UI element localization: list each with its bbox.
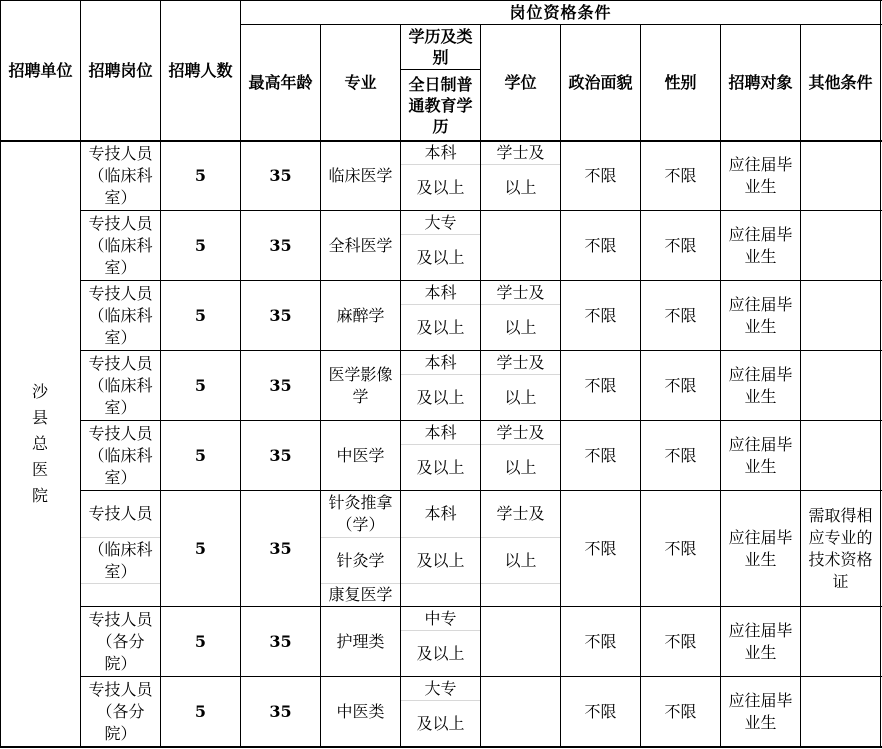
cell-edu-level: 本科 xyxy=(424,422,457,442)
cell-other xyxy=(801,351,880,420)
cell-degree-level: 学士及 xyxy=(496,143,545,162)
cell-political: 不限 xyxy=(584,631,617,651)
cell-count: 5 xyxy=(194,445,207,465)
cell-gender: 不限 xyxy=(664,445,697,465)
cell-count: 5 xyxy=(194,701,207,721)
cell-other xyxy=(801,607,880,676)
cell-other xyxy=(801,142,880,210)
cell-target: 应往届毕业生 xyxy=(728,224,793,266)
grid-line xyxy=(0,746,882,748)
cell-political: 不限 xyxy=(584,166,617,185)
header-major: 专业 xyxy=(344,73,377,92)
unit-name: 沙县总医院 xyxy=(31,382,48,505)
cell-target: 应往届毕业生 xyxy=(728,434,793,476)
header-target: 招聘对象 xyxy=(728,73,793,92)
cell-major-line2: 针灸学 xyxy=(336,550,385,570)
cell-degree-level xyxy=(481,677,560,700)
cell-target: 应往届毕业生 xyxy=(728,690,793,732)
cell-max-age: 35 xyxy=(269,235,292,255)
header-degree: 学位 xyxy=(504,73,537,92)
header-other: 其他条件 xyxy=(808,73,873,92)
cell-position: 专技人员（临床科室） xyxy=(88,283,153,347)
cell-edu-suffix: 及以上 xyxy=(416,457,465,477)
cell-political: 不限 xyxy=(584,701,617,721)
inner-grid-line xyxy=(81,583,160,584)
cell-other xyxy=(801,211,880,280)
header-count: 招聘人数 xyxy=(168,61,233,80)
header-unit: 招聘单位 xyxy=(8,61,73,80)
cell-gender: 不限 xyxy=(664,375,697,395)
cell-political: 不限 xyxy=(584,235,617,255)
header-position: 招聘岗位 xyxy=(88,61,153,80)
cell-max-age: 35 xyxy=(269,538,292,558)
cell-position: 专技人员（临床科室） xyxy=(88,353,153,417)
cell-other xyxy=(801,677,880,746)
cell-count: 5 xyxy=(194,375,207,395)
cell-degree-level: 学士及 xyxy=(496,422,545,442)
cell-edu-level: 本科 xyxy=(424,504,457,523)
cell-political: 不限 xyxy=(584,305,617,325)
cell-gender: 不限 xyxy=(664,305,697,325)
cell-max-age: 35 xyxy=(269,445,292,465)
inner-grid-line xyxy=(481,583,560,584)
cell-degree-level xyxy=(481,607,560,630)
cell-max-age: 35 xyxy=(269,701,292,721)
cell-political: 不限 xyxy=(584,538,617,558)
cell-count: 5 xyxy=(194,235,207,255)
cell-position: 专技人员（各分院） xyxy=(88,679,153,743)
cell-degree-suffix xyxy=(481,631,560,676)
cell-max-age: 35 xyxy=(269,631,292,651)
cell-degree-level xyxy=(481,211,560,234)
cell-degree-suffix xyxy=(481,235,560,280)
cell-degree-level: 学士及 xyxy=(496,504,545,523)
cell-position-line2: （临床科室） xyxy=(88,539,153,581)
cell-political: 不限 xyxy=(584,375,617,395)
cell-gender: 不限 xyxy=(664,701,697,721)
cell-degree-suffix: 以上 xyxy=(504,387,537,407)
cell-major: 临床医学 xyxy=(328,166,393,185)
cell-edu-level: 大专 xyxy=(424,212,457,232)
cell-edu-suffix: 及以上 xyxy=(416,713,465,733)
cell-gender: 不限 xyxy=(664,235,697,255)
cell-target: 应往届毕业生 xyxy=(728,527,793,569)
cell-target: 应往届毕业生 xyxy=(728,155,793,196)
cell-position: 专技人员（临床科室） xyxy=(88,423,153,487)
cell-edu-level: 本科 xyxy=(424,143,457,162)
cell-edu-suffix: 及以上 xyxy=(416,550,465,570)
cell-other xyxy=(801,281,880,350)
cell-degree-suffix: 以上 xyxy=(504,550,537,570)
grid-line xyxy=(880,0,881,748)
cell-edu-level: 本科 xyxy=(424,352,457,372)
cell-major-line3: 康复医学 xyxy=(328,585,393,604)
header-gender: 性别 xyxy=(664,73,697,92)
cell-edu-suffix: 及以上 xyxy=(416,643,465,663)
cell-major: 护理类 xyxy=(336,631,385,651)
cell-degree-level: 学士及 xyxy=(496,352,545,372)
cell-position: 专技人员（各分院） xyxy=(88,609,153,673)
cell-major: 中医类 xyxy=(336,701,385,721)
cell-degree-level: 学士及 xyxy=(496,282,545,302)
cell-gender: 不限 xyxy=(664,538,697,558)
cell-gender: 不限 xyxy=(664,631,697,651)
cell-edu-suffix: 及以上 xyxy=(416,177,465,197)
header-political-status: 政治面貌 xyxy=(568,73,633,92)
cell-target: 应往届毕业生 xyxy=(728,620,793,662)
header-max-age: 最高年龄 xyxy=(248,73,313,92)
cell-max-age: 35 xyxy=(269,166,292,185)
cell-other xyxy=(801,421,880,490)
cell-other: 需取得相应专业的技术资格证 xyxy=(808,505,873,591)
cell-count: 5 xyxy=(194,538,207,558)
cell-gender: 不限 xyxy=(664,166,697,185)
cell-edu-suffix: 及以上 xyxy=(416,317,465,337)
cell-count: 5 xyxy=(194,631,207,651)
cell-major: 医学影像学 xyxy=(328,364,393,406)
header-education-type: 全日制普通教育学历 xyxy=(408,74,473,136)
cell-edu-level: 本科 xyxy=(424,282,457,302)
cell-edu-level: 中专 xyxy=(424,608,457,628)
cell-edu-suffix: 及以上 xyxy=(416,247,465,267)
cell-max-age: 35 xyxy=(269,375,292,395)
cell-position-line1: 专技人员 xyxy=(88,504,153,523)
cell-major: 麻醉学 xyxy=(336,305,385,325)
cell-edu-suffix: 及以上 xyxy=(416,387,465,407)
cell-degree-suffix: 以上 xyxy=(504,457,537,477)
cell-major-line1: 针灸推拿（学） xyxy=(328,493,393,534)
header-qualification-group: 岗位资格条件 xyxy=(509,3,612,22)
cell-count: 5 xyxy=(194,305,207,325)
header-education-category: 学历及类别 xyxy=(408,27,473,67)
cell-target: 应往届毕业生 xyxy=(728,294,793,336)
cell-max-age: 35 xyxy=(269,305,292,325)
cell-political: 不限 xyxy=(584,445,617,465)
cell-degree-suffix: 以上 xyxy=(504,317,537,337)
cell-major: 全科医学 xyxy=(328,235,393,255)
cell-target: 应往届毕业生 xyxy=(728,364,793,406)
inner-grid-line xyxy=(401,583,480,584)
cell-major: 中医学 xyxy=(336,445,385,465)
cell-count: 5 xyxy=(194,166,207,185)
cell-edu-level: 大专 xyxy=(424,678,457,698)
cell-position: 专技人员（临床科室） xyxy=(88,144,153,207)
cell-degree-suffix xyxy=(481,701,560,746)
cell-position: 专技人员（临床科室） xyxy=(88,213,153,277)
cell-degree-suffix: 以上 xyxy=(504,177,537,197)
